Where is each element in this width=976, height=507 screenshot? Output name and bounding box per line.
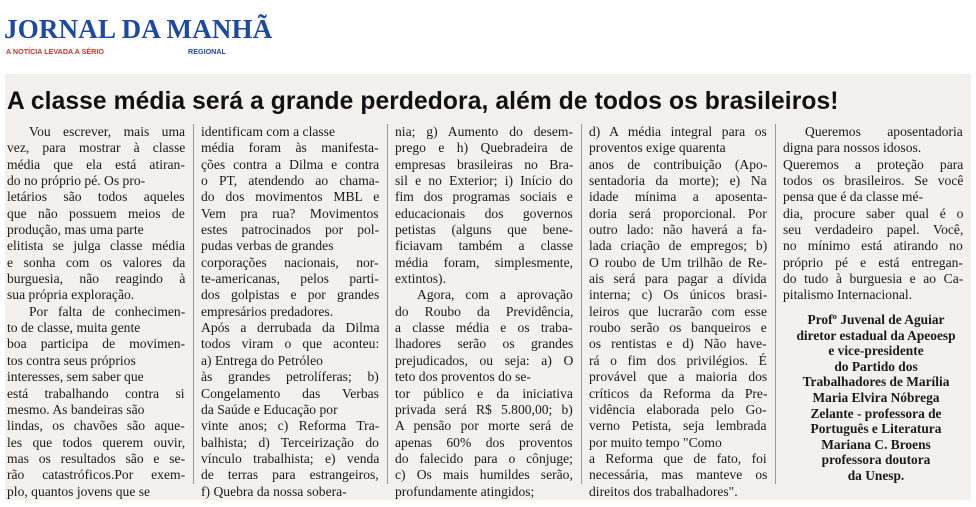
article-text-line: nia; g) Aumento do desem-	[395, 124, 573, 139]
article-text-line: fim dos programas sociais e	[395, 189, 573, 205]
article-text-line: mas os resultados são e se-	[7, 450, 186, 466]
article-text-line: lindas, os chavões são aque-	[7, 418, 185, 434]
article-text-line: boa participa de movimen-	[7, 336, 186, 352]
article-text-line: prejudicados, ou seja: a) O	[395, 352, 574, 368]
article-text-line: rá o fim dos privilégios. É	[589, 352, 767, 368]
signature-line: Zelante - professora de	[810, 405, 942, 421]
article-text-line: extintos).	[395, 271, 446, 287]
article-text-line: les que todos querem ouvir,	[7, 434, 186, 450]
article-text-line: vez, para mostrar à classe	[7, 140, 186, 156]
article-text-line: lhadores serão os grandes	[395, 336, 574, 352]
article-text-line: tos contra seus próprios	[7, 352, 136, 368]
article-text-line: Vem pra rua? Movimentos	[201, 205, 379, 221]
article-text-line: vinte anos; c) Reforma Tra-	[201, 418, 380, 434]
article-column-3	[395, 124, 573, 500]
article-text-line: profundamente atingidos;	[395, 483, 535, 499]
article-text-line: sua própria exploração.	[7, 287, 135, 303]
article-column-4	[589, 124, 767, 500]
article-text-line: de terras para estrangeiros,	[201, 467, 379, 483]
article-text-line: interna; c) Os únicos brasi-	[589, 287, 768, 303]
signature-line: da Unesp.	[847, 467, 905, 483]
article-text-line: próprio pé e está entregan-	[783, 254, 963, 270]
signature-line: Maria Elvira Nóbrega	[812, 389, 940, 405]
article-text-line: apenas 60% dos proventos	[395, 434, 573, 450]
article-text-line: média foram, simplesmente,	[395, 254, 574, 270]
article-text-line: Congelamento das Verbas	[201, 385, 379, 401]
article-text-line: d) A média integral para os	[589, 124, 767, 139]
article-text-line: interesses, sem saber que	[7, 369, 144, 385]
article-text-line: ções contra a Dilma e contra	[201, 156, 380, 172]
article-text-line: Vou escrever, mais uma	[29, 124, 186, 139]
article-text-line: lada criação de empregos; b)	[589, 238, 768, 254]
article-text-line: Queremos aposentadoria	[805, 124, 963, 139]
article-text-line: pensa que é da classe mé-	[783, 189, 924, 205]
newspaper-edition: REGIONAL	[188, 47, 226, 56]
article-text-line: Queremos a proteção para	[783, 156, 964, 172]
article-text-line: doria será proporcional. Por	[589, 205, 767, 221]
article-text-line: do falecido para o cônjuge;	[395, 450, 573, 466]
article-text-line: do tudo à burguesia e ao Ca-	[783, 271, 964, 287]
article-text-line: proventos exige quarenta	[589, 140, 726, 156]
article-text-line: verno Petista, seja lembrada	[589, 418, 767, 434]
article-text-line: a Reforma que de fato, foi	[589, 450, 767, 466]
article-text-line: roubo serão os banqueiros e	[589, 320, 767, 336]
article-column-1	[7, 124, 185, 500]
article-column-2	[201, 124, 379, 500]
article-text-line: do no próprio pé. Os pro-	[7, 173, 146, 189]
article-text-line: prego e h) Quebradeira de	[395, 140, 573, 156]
article-text-line: e sonha com os valores da	[7, 254, 186, 270]
article-text-line: média foram às manifesta-	[201, 140, 379, 156]
article-text-line: a) Entrega do Petróleo	[201, 352, 323, 368]
article-text-line: corporações nacionais, nor-	[201, 254, 379, 270]
article-text-line: a classe média e os traba-	[395, 320, 573, 336]
article-column-5	[783, 124, 963, 304]
article-text-line: te-americanas, pelos parti-	[201, 271, 379, 287]
article-text-line: identificam com a classe	[201, 124, 335, 139]
newspaper-slogan: A NOTÍCIA LEVADA A SÉRIO	[6, 47, 104, 56]
article-text-line: estes patrocinados por pol-	[201, 222, 380, 238]
article-text-line: Após a derrubada da Dilma	[201, 320, 380, 336]
article-text-line: todos viram o que aconteu:	[201, 336, 380, 352]
signature-line: Trabalhadores de Marília	[802, 374, 950, 390]
article-text-line: que não possuem meios de	[7, 205, 185, 221]
article-text-line: teto dos proventos do se-	[395, 369, 531, 385]
article-text-line: to de classe, muita gente	[7, 320, 141, 336]
article-text-line: educacionais dos governos	[395, 205, 573, 221]
article-text-line: Agora, com a aprovação	[417, 287, 573, 303]
article-text-line: digna para nossos idosos.	[783, 140, 922, 156]
article-text-line: privada será R$ 5.800,00; b)	[395, 401, 573, 417]
article-text-line: empresas brasileiras no Bra-	[395, 156, 574, 172]
article-text-line: seu verdadeiro papel. Você,	[783, 222, 964, 238]
article-text-line: vínculo trabalhista; e) venda	[201, 450, 380, 466]
signature-line: do Partido dos	[834, 358, 918, 374]
article-text-line: balhista; d) Terceirização do	[201, 434, 379, 450]
article-text-line: leiros que lucrarão com esse	[589, 303, 767, 319]
signature-line: Mariana C. Broens	[821, 436, 931, 452]
article-text-line: idade mínima a aposenta-	[589, 189, 768, 205]
article-text-line: todos os brasileiros. Se você	[783, 173, 964, 189]
article-text-line: críticos da Reforma da Pre-	[589, 385, 768, 401]
article-text-line: os rentistas e d) Não have-	[589, 336, 767, 352]
article-text-line: plo, quantos jovens que se	[7, 483, 151, 499]
article-text-line: produção, mas uma parte	[7, 222, 144, 238]
article-text-line: no mínimo está atirando no	[783, 238, 963, 254]
article-text-line: rão catastróficos.Por exem-	[7, 467, 186, 483]
article-text-line: por muito tempo "Como	[589, 434, 722, 450]
article-text-line: do Roubo da Previdência,	[395, 303, 574, 319]
article-text-line: O roubo de Um trilhão de Re-	[589, 254, 768, 270]
article-text-line: burguesia, não reagindo à	[7, 271, 186, 287]
column-divider	[387, 124, 388, 484]
article-text-line: tor público e da iniciativa	[395, 385, 573, 401]
newspaper-masthead	[4, 14, 273, 58]
article-text-line: sil e no Exterior; i) Início do	[395, 173, 573, 189]
article-text-line: mesmo. As bandeiras são	[7, 401, 145, 417]
signature-line: professora doutora	[821, 452, 931, 468]
article-text-line: pitalismo Internacional.	[783, 287, 913, 303]
article-text-line: elitista se julga classe média	[7, 238, 186, 254]
article-text-line: ficiavam também a classe	[395, 238, 574, 254]
newspaper-name: JORNAL DA MANHÃ	[4, 14, 273, 44]
article-text-line: direitos dos trabalhadores".	[589, 483, 738, 499]
article-text-line: outro lado: não haverá a fa-	[589, 222, 767, 238]
article-text-line: ais será para pagar a dívida	[589, 271, 767, 287]
article-text-line: A pensão por morte será de	[395, 418, 574, 434]
article-text-line: anos de contribuição (Apo-	[589, 156, 768, 172]
article-text-line: f) Quebra da nossa sobera-	[201, 483, 347, 499]
article-text-line: do dos movimentos MBL e	[201, 189, 380, 205]
article-text-line: sentadoria da morte); e) Na	[589, 173, 767, 189]
signature-line: diretor estadual da Apeoesp	[796, 327, 956, 343]
article-text-line: vidência elaborada pelo Go-	[589, 401, 767, 417]
article-text-line: pudas verbas de grandes	[201, 238, 334, 254]
article-text-line: necessária, mas manteve os	[589, 467, 768, 483]
article-text-line: o PT, atendendo ao chama-	[201, 173, 380, 189]
article-text-line: letários são todos aqueles	[7, 189, 185, 205]
article-text-line: média que ela está atiran-	[7, 156, 185, 172]
article-text-line: está trabalhando contra si	[7, 385, 185, 401]
article-text-line: às grandes petrolíferas; b)	[201, 369, 379, 385]
signature-line: e vice-presidente	[828, 343, 924, 359]
article-headline: A classe média será a grande perdedora, além de todos os brasileiros!	[7, 88, 839, 115]
article-signature	[783, 312, 969, 484]
article-text-line: petistas (alguns que bene-	[395, 222, 573, 238]
signature-line: Português e Literatura	[810, 421, 942, 437]
column-divider	[581, 124, 582, 484]
article-text-line: dia, procure saber qual é o	[783, 205, 964, 221]
article-text-line: c) Os mais humildes serão,	[395, 467, 573, 483]
column-divider	[775, 124, 776, 484]
article-text-line: empresários predadores.	[201, 303, 334, 319]
article-text-line: provável que a maioria dos	[589, 369, 768, 385]
article-text-line: da Saúde e Educação por	[201, 401, 338, 417]
column-divider	[193, 124, 194, 484]
article-text-line: dos golpistas e por grandes	[201, 287, 380, 303]
article-text-line: Por falta de conhecimen-	[29, 303, 186, 319]
signature-line: Profº Juvenal de Aguiar	[807, 312, 945, 327]
